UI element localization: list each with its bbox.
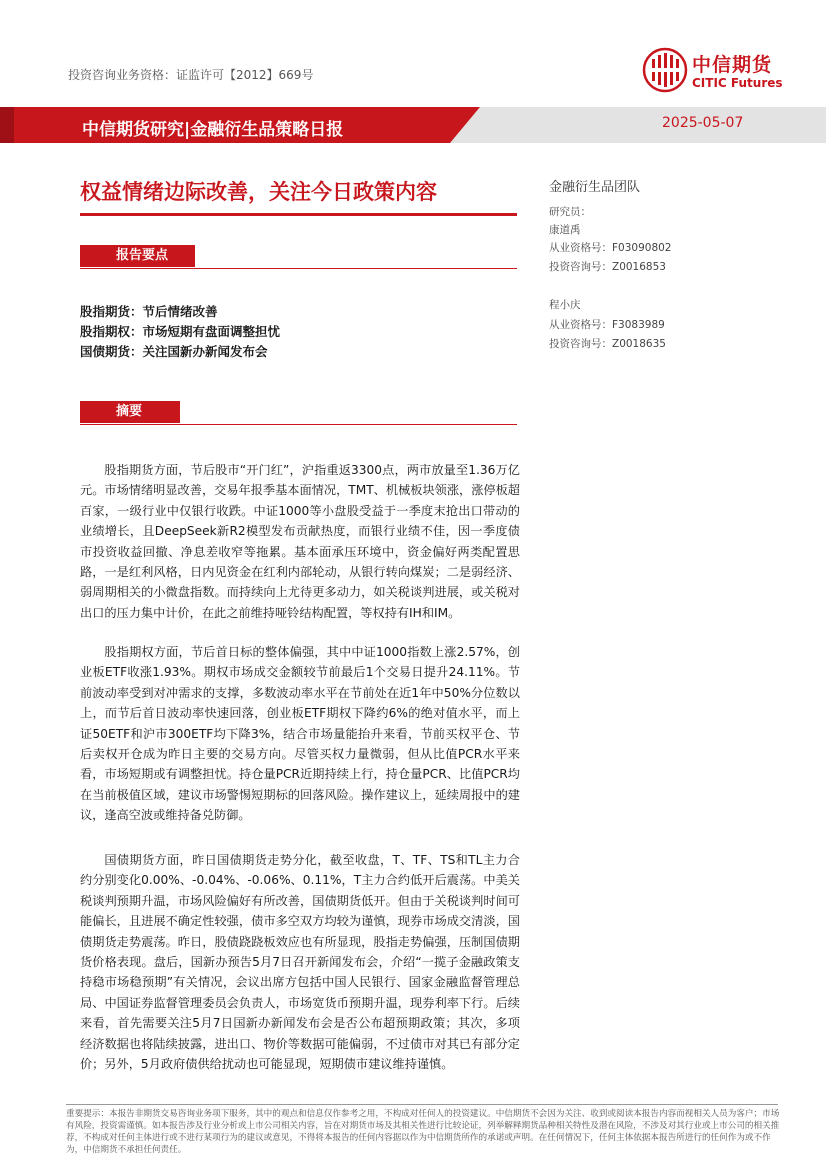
logo-cn-text: 中信期货: [692, 54, 773, 76]
report-title: 权益情绪边际改善，关注今日政策内容: [80, 180, 437, 204]
team-line: 从业资格号：F3083989: [549, 319, 665, 331]
footer-rule: [66, 1104, 778, 1105]
disclaimer-text: 重要提示：本报告非期货交易咨询业务项下服务，其中的观点和信息仅作参考之用，不构成对任何人的投资建议。中信期货不会因为关注、收到或阅读本报告内容而视相关人员为客户；市场有风险，投资需谨慎。如本报告涉及行业分析或上市公司相关内容，旨在对期货市场及其相关性进行比较论证，列举解释期货品种相关特性及潜在风险，不涉及对其行业或上市公司的相关推荐，不构成对任何主体进行或不进行某项行为的建议或意见，不得将本报告的任何内容据以作为中信期货所作的承诺或声明。在任何情况下，任何主体依据本报告所进行的任何作为或不作为，中信期货不承担任何责任。: [66, 1109, 780, 1155]
key-points-tab: [80, 245, 195, 267]
team-line: 从业资格号：F03090802: [549, 242, 672, 254]
team-title: 金融衍生品团队: [549, 180, 641, 195]
summary-tab: [80, 401, 180, 423]
team-line: 投资咨询号：Z0016853: [549, 261, 666, 273]
summary-label: 摘要: [116, 404, 143, 419]
logo-en-text: CITIC Futures: [692, 76, 783, 90]
license-text: 投资咨询业务资格：证监许可【2012】669号: [68, 68, 314, 82]
researcher-name: 程小庆: [549, 299, 581, 311]
summary-paragraph-equity-futures: 股指期货方面，节后股市“开门红”，沪指重返3300点，两市放量至1.36万亿元。市场情绪明显改善，交易年报季基本面情况，TMT、机械板块领涨，涨停板超百家，一级行业中仅银行收跌。中证1000等小盘股受益于一季度末抢出口带动的业绩增长，且DeepSeek新R2模型发布贡献热度，而银行业绩不佳，因一季度债市投资收益回撤、净息差收窄等拖累。基本面承压环境中，资金偏好两类配置思路，一是红利风格，日内见资金在红利内部轮动，从银行转向煤炭；二是弱经济、弱周期相关的小微盘指数。而持续向上尤待更多动力，如关税谈判进展，或关税对出口的压力集中计价，在此之前维持哑铃结构配置，等权持有IH和IM。: [80, 463, 520, 620]
key-point-item: 股指期货：节后情绪改善: [80, 304, 218, 319]
team-line: 投资咨询号：Z0018635: [549, 338, 666, 350]
key-point-item: 国债期货：关注国新办新闻发布会: [80, 344, 268, 359]
summary-paragraph-equity-options: 股指期权方面，节后首日标的整体偏强，其中中证1000指数上涨2.57%，创业板ETF收涨1.93%。期权市场成交金额较节前最后1个交易日提升24.11%。节前波动率受到对冲需求的支撑，多数波动率水平在节前处在近1年中50%分位数以上，而节后首日波动率快速回落，创业板ETF期权下降约6%的绝对值水平，而上证50ETF和沪市300ETF均下降3%，结合市场量能抬升来看，节前买权平仓、节后卖权开仓成为昨日主要的交易方向。尽管买权力量微弱，但从比值PCR水平来看，市场短期或有调整担忧。持仓量PCR近期持续上行，持仓量PCR、比值PCR均在当前极值区域，建议市场警惕短期标的回落风险。操作建议上，延续周报中的建议，逢高空波或维持备兑防御。: [80, 645, 520, 823]
title-underline: [80, 213, 517, 216]
team-line: 研究员：: [549, 206, 591, 218]
report-date: 2025-05-07: [662, 115, 744, 131]
key-point-item: 股指期权：市场短期有盘面调整担忧: [80, 324, 281, 339]
key-points-rule: [80, 268, 517, 269]
researcher-name: 康道禹: [549, 224, 581, 236]
summary-paragraph-bond-futures: 国债期货方面，昨日国债期货走势分化，截至收盘，T、TF、TS和TL主力合约分别变化0.00%、-0.04%、-0.06%、0.11%，T主力合约低开后震荡。中美关税谈判预期升温，市场风险偏好有所改善，国债期货低开。但由于关税谈判时间可能偏长，且进展不确定性较强，债市多空双方均较为谨慎，现券市场成交清淡，国债期货走势震荡。昨日，股债跷跷板效应也有所显现，股指走势偏强，压制国债期货价格表现。盘后，国新办预告5月7日召开新闻发布会，介绍“一揽子金融政策支持稳市场稳预期”有关情况，会议出席方包括中国人民银行、国家金融监督管理总局、中国证券监督管理委员会负责人，市场宽货币预期升温，现券利率下行。后续来看，首先需要关注5月7日国新办新闻发布会是否公布超预期政策；其次，多项经济数据也将陆续披露，进出口、物价等数据可能偏弱，不过债市对其已有部分定价；另外，5月政府债供给扰动也可能显现，短期债市建议维持谨慎。: [80, 853, 520, 1072]
banner-title: 中信期货研究|金融衍生品策略日报: [82, 120, 344, 140]
summary-rule: [80, 424, 517, 425]
key-points-label: 报告要点: [116, 248, 169, 263]
